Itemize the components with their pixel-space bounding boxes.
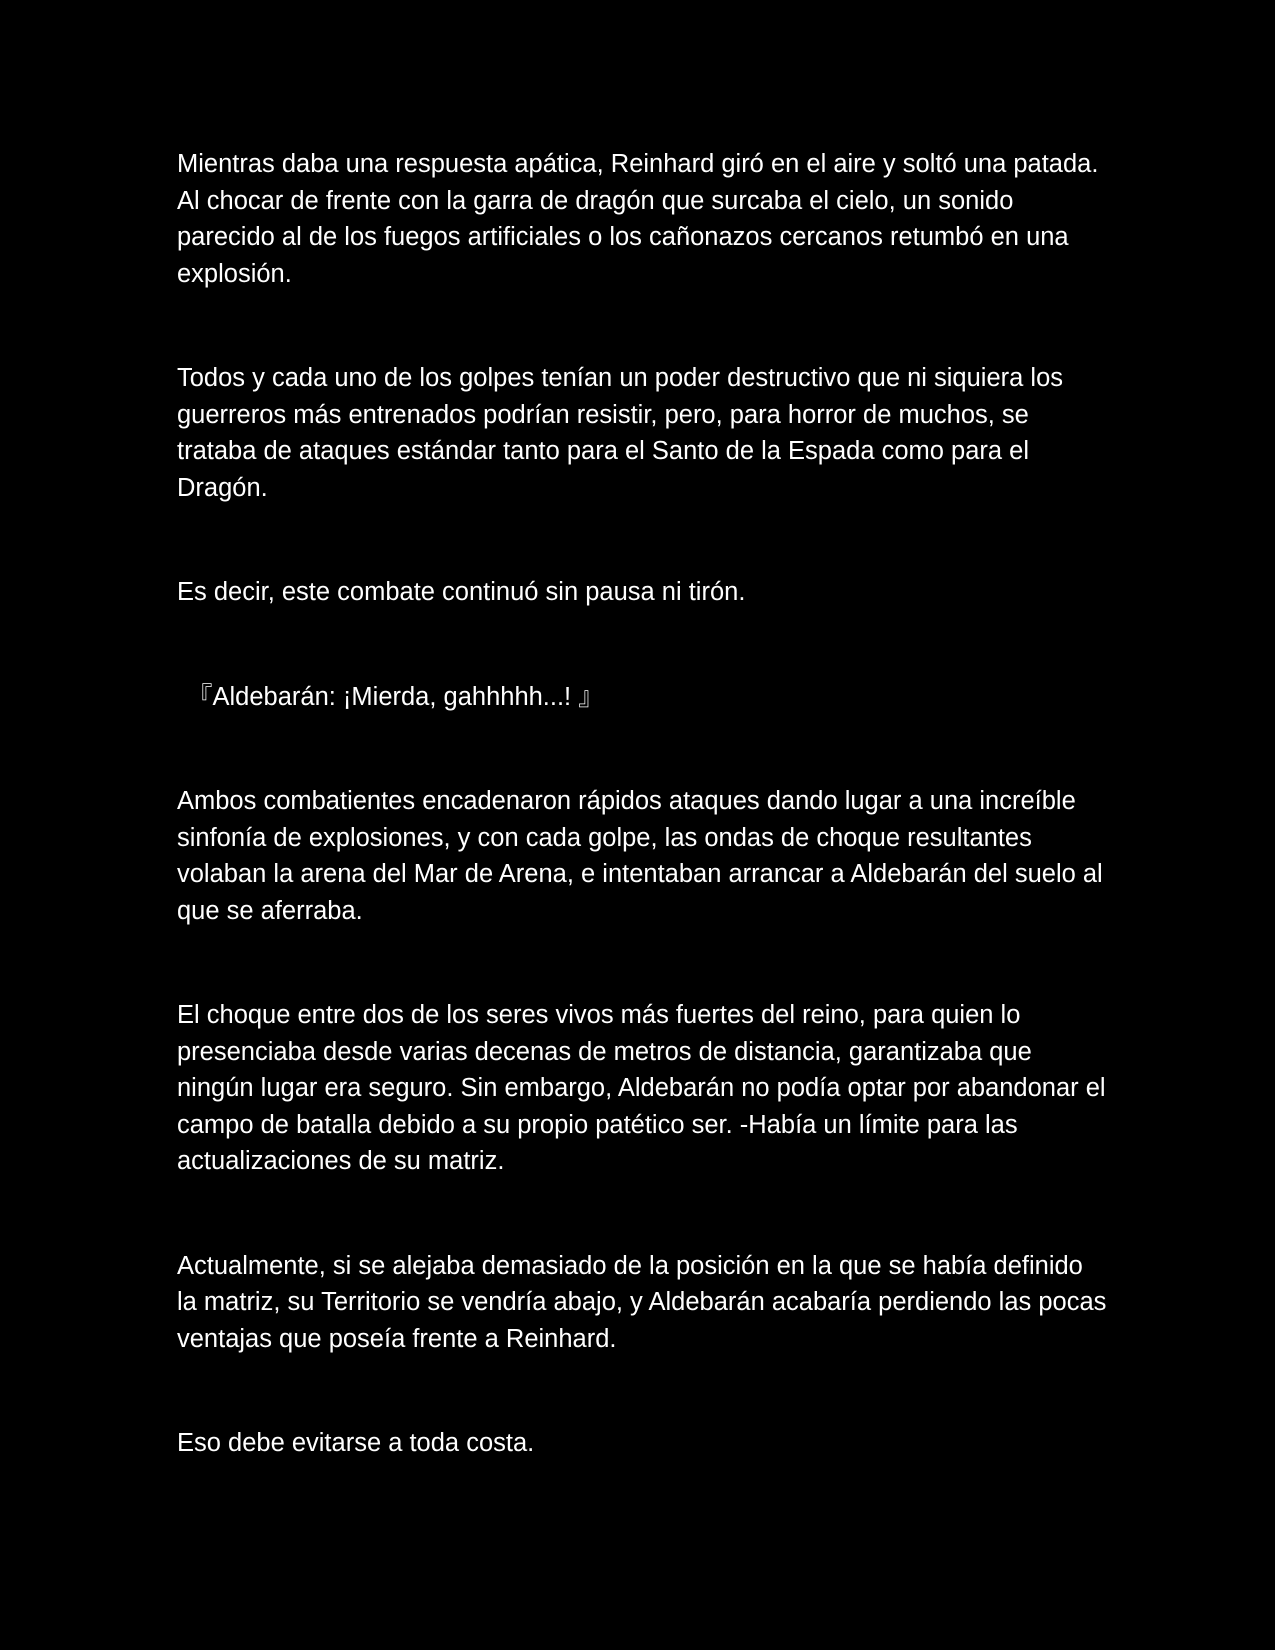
paragraph-2: Todos y cada uno de los golpes tenían un poder destructivo que ni siquiera los guerreros más entrenados podrían resistir, pero, para horror de muchos, se trataba de ataques estándar tanto para el Santo de la Espada como para el Dragón. — [177, 364, 1064, 502]
text-column — [177, 146, 1107, 1530]
dialogue-line: 『Aldebarán: ¡Mierda, gahhhhh...! 』 — [187, 682, 604, 711]
paragraph-3: Es decir, este combate continuó sin pausa ni tirón. — [177, 578, 746, 606]
paragraph-1: Mientras daba una respuesta apática, Reinhard giró en el aire y soltó una patada. Al chocar de frente con la garra de dragón que surcaba el cielo, un sonido parecido al de los fuegos artificiales o los cañonazos cercanos retumbó en una explosión. — [177, 150, 1099, 288]
paragraph-7: Actualmente, si se alejaba demasiado de la posición en la que se había definido la matriz, su Territorio se vendría abajo, y Aldebarán acabaría perdiendo las pocas ventajas que poseía frente a Reinhard. — [177, 1251, 1107, 1353]
paragraph-5: Ambos combatientes encadenaron rápidos ataques dando lugar a una increíble sinfonía de explosiones, y con cada golpe, las ondas de choque resultantes volaban la arena del Mar de Arena, e intentaban arrancar a Aldebarán del suelo al que se aferraba. — [177, 787, 1103, 925]
paragraph-6: El choque entre dos de los seres vivos más fuertes del reino, para quien lo presenciaba desde varias decenas de metros de distancia, garantizaba que ningún lugar era seguro. Sin embargo, Aldebarán no podía optar por abandonar el campo de batalla debido a su propio patético ser. -Había un límite para las actualizaciones de su matriz. — [177, 1001, 1106, 1175]
paragraph-8: Eso debe evitarse a toda costa. — [177, 1429, 535, 1457]
